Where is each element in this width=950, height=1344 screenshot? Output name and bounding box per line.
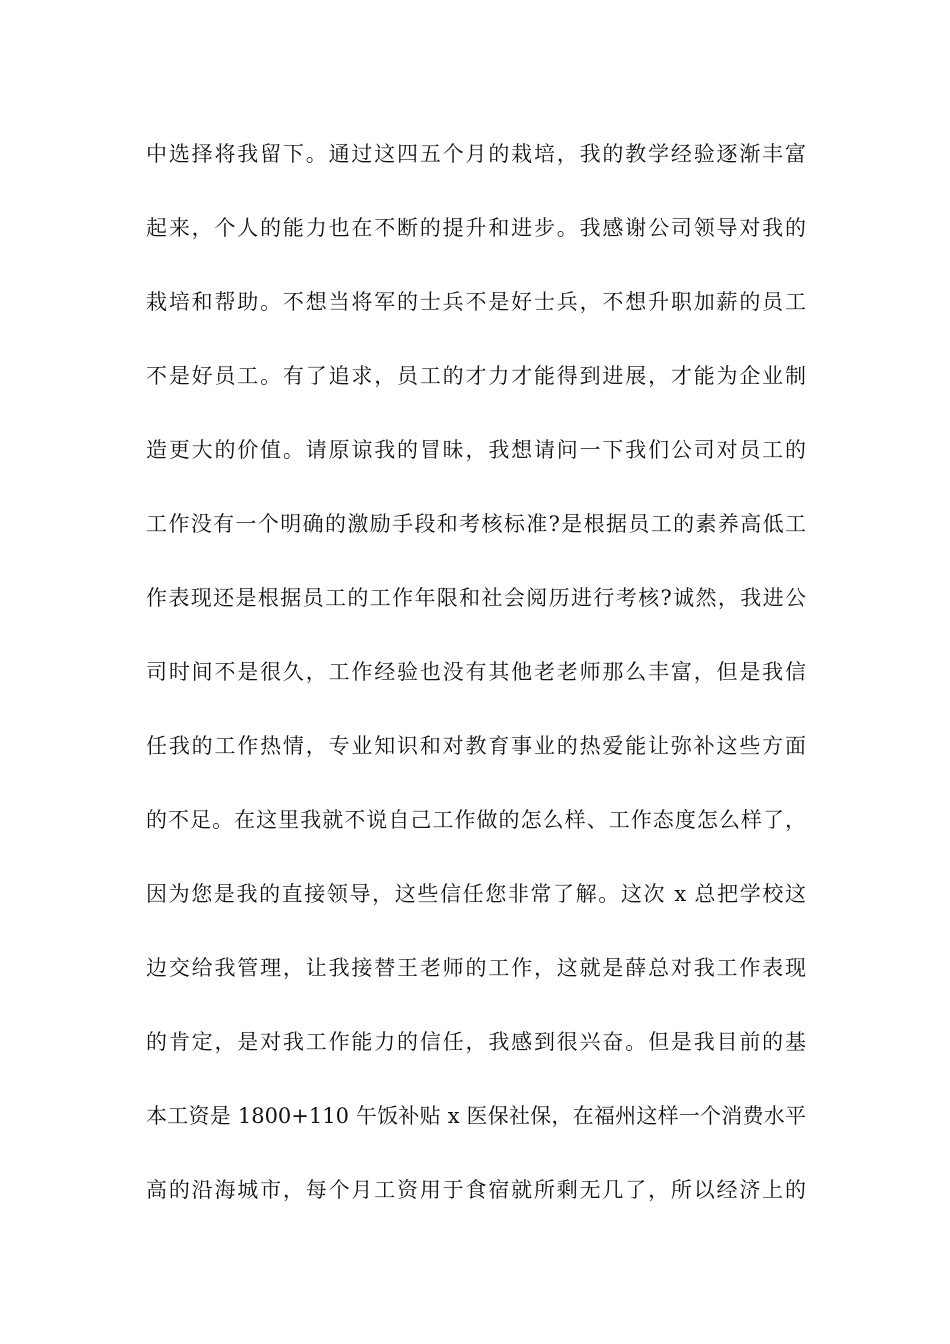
text-line: 起来，个人的能力也在不断的提升和进步。我感谢公司领导对我的: [146, 216, 806, 240]
text-line: 本工资是 1800+110 午饭补贴 x 医保社保，在福州这样一个消费水平: [146, 1104, 806, 1128]
text-line: 高的沿海城市，每个月工资用于食宿就所剩无几了，所以经济上的: [146, 1178, 806, 1202]
text-line: 的肯定，是对我工作能力的信任，我感到很兴奋。但是我目前的基: [146, 1030, 806, 1054]
text-line: 造更大的价值。请原谅我的冒昧，我想请问一下我们公司对员工的: [146, 438, 806, 462]
text-line: 边交给我管理，让我接替王老师的工作，这就是薛总对我工作表现: [146, 956, 806, 980]
text-line: 因为您是我的直接领导，这些信任您非常了解。这次 x 总把学校这: [146, 882, 806, 906]
text-line: 的不足。在这里我就不说自己工作做的怎么样、工作态度怎么样了，: [146, 808, 806, 832]
body-text: [146, 131, 806, 1241]
text-line: 中选择将我留下。通过这四五个月的栽培，我的教学经验逐渐丰富: [146, 142, 806, 166]
text-line: 栽培和帮助。不想当将军的士兵不是好士兵，不想升职加薪的员工: [146, 290, 806, 314]
text-line: 工作没有一个明确的激励手段和考核标准?是根据员工的素养高低工: [146, 512, 806, 536]
text-line: 司时间不是很久，工作经验也没有其他老老师那么丰富，但是我信: [146, 660, 806, 684]
text-line: 任我的工作热情，专业知识和对教育事业的热爱能让弥补这些方面: [146, 734, 806, 758]
text-line: 作表现还是根据员工的工作年限和社会阅历进行考核?诚然，我进公: [146, 586, 806, 610]
text-line: 不是好员工。有了追求，员工的才力才能得到进展，才能为企业制: [146, 364, 806, 388]
